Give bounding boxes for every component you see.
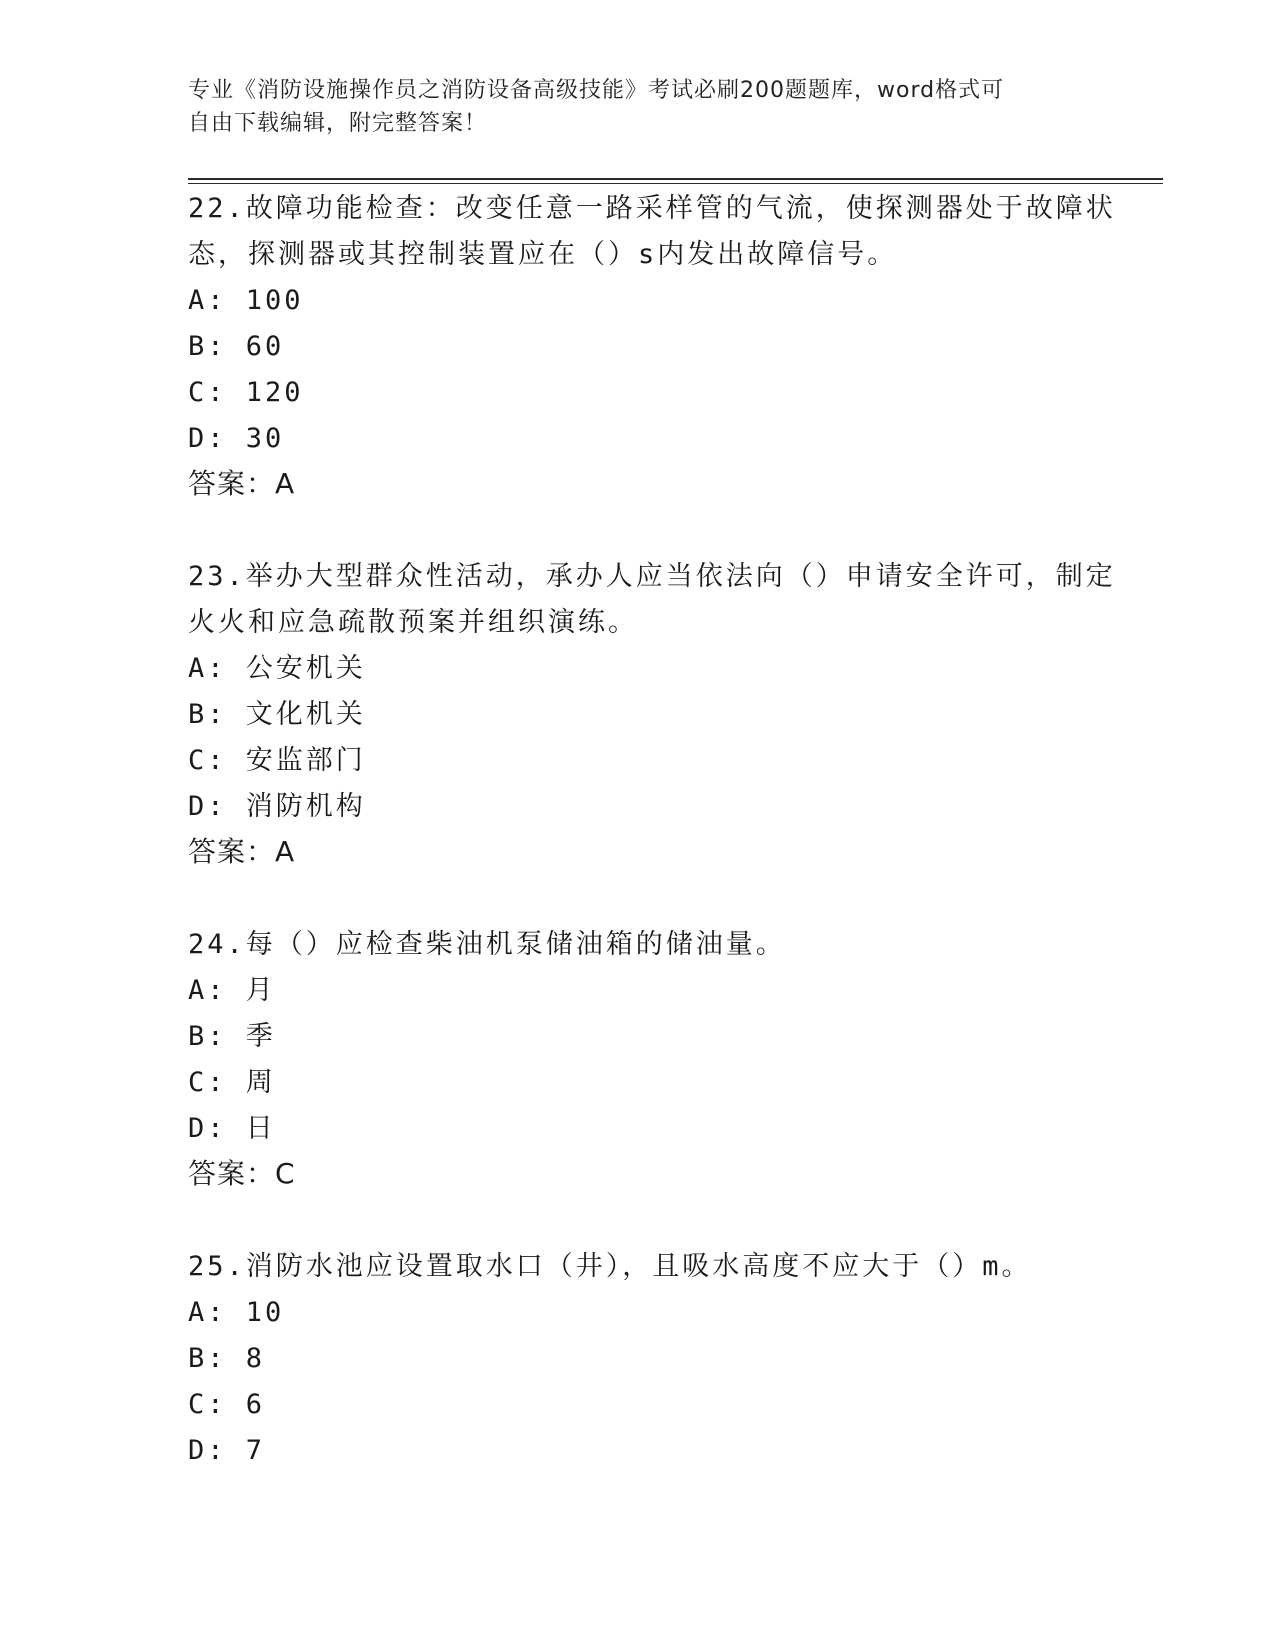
answer-label: 答案：C xyxy=(188,1157,296,1190)
header-title-line-2: 自由下载编辑，附完整答案！ xyxy=(188,111,488,136)
answer-label: 答案：A xyxy=(188,835,296,868)
answer-label: 答案：A xyxy=(188,467,296,500)
question-23 xyxy=(188,554,1116,874)
option-a: A: 月 xyxy=(188,975,276,1006)
option-a: A: 公安机关 xyxy=(188,653,366,684)
option-b: B: 8 xyxy=(188,1343,266,1374)
question-stem-line: 态，探测器或其控制装置应在（）s内发出故障信号。 xyxy=(188,239,898,270)
question-stem-line: 23.举办大型群众性活动，承办人应当依法向（）申请安全许可，制定 xyxy=(188,561,1116,592)
question-stem-line: 24.每（）应检查柴油机泵储油箱的储油量。 xyxy=(188,929,786,960)
question-list xyxy=(188,186,1116,1474)
option-b: B: 季 xyxy=(188,1021,276,1052)
question-22 xyxy=(188,186,1116,506)
question-stem-line: 22.故障功能检查：改变任意一路采样管的气流，使探测器处于故障状 xyxy=(188,193,1116,224)
option-c: C: 6 xyxy=(188,1389,266,1420)
question-25 xyxy=(188,1244,1088,1474)
question-stem-line: 25.消防水池应设置取水口（井），且吸水高度不应大于（）m。 xyxy=(188,1251,1032,1282)
question-stem xyxy=(188,1244,1088,1290)
option-b: B: 60 xyxy=(188,331,285,362)
option-a: A: 100 xyxy=(188,285,304,316)
question-stem-line: 火火和应急疏散预案并组织演练。 xyxy=(188,607,638,638)
header-divider-thin xyxy=(188,183,1163,184)
header-title-line-1: 专业《消防设施操作员之消防设备高级技能》考试必刷200题题库，word格式可 xyxy=(188,78,1005,103)
option-d: D: 日 xyxy=(188,1113,276,1144)
option-b: B: 文化机关 xyxy=(188,699,366,730)
question-spacer xyxy=(188,506,1088,554)
question-stem xyxy=(188,554,1116,646)
question-stem xyxy=(188,922,1088,968)
option-c: C: 安监部门 xyxy=(188,745,366,776)
option-a: A: 10 xyxy=(188,1297,285,1328)
option-d: D: 30 xyxy=(188,423,285,454)
document-header xyxy=(188,74,1088,140)
option-d: D: 消防机构 xyxy=(188,791,366,822)
question-spacer xyxy=(188,1196,1088,1244)
question-stem xyxy=(188,186,1116,278)
option-c: C: 周 xyxy=(188,1067,276,1098)
option-d: D: 7 xyxy=(188,1435,266,1466)
header-divider-thick xyxy=(188,178,1163,180)
option-c: C: 120 xyxy=(188,377,304,408)
question-spacer xyxy=(188,874,1088,922)
question-24 xyxy=(188,922,1088,1196)
